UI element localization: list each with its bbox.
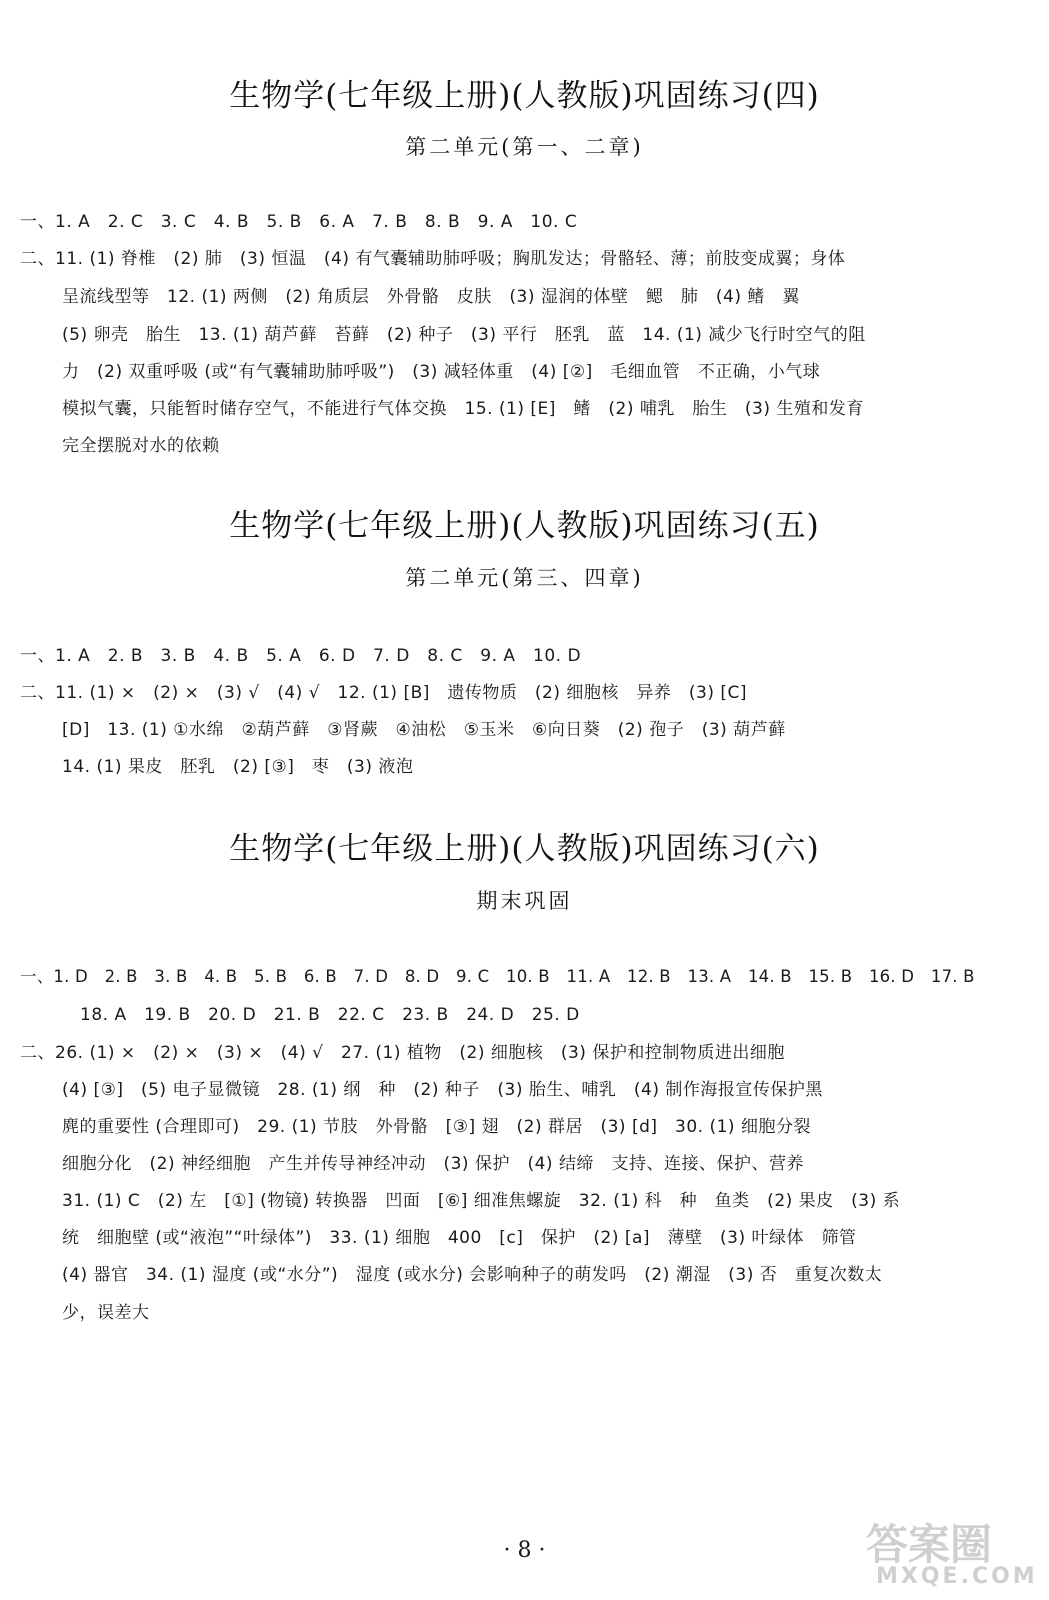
section-5-line-4: 14. (1) 果皮 胚乳 (2) [③] 枣 (3) 液泡 — [62, 757, 414, 777]
section-5-line-3: [D] 13. (1) ①水绵 ②葫芦藓 ③肾蕨 ④油松 ⑤玉米 ⑥向日葵 (2) 孢子 (3) 葫芦藓 — [62, 720, 786, 740]
section-4-title: 生物学(七年级上册)(人教版)巩固练习(四) — [229, 78, 820, 114]
section-4-line-4: (5) 卵壳 胎生 13. (1) 葫芦藓 苔藓 (2) 种子 (3) 平行 胚乳 蓝 14. (1) 减少飞行时空气的阻 — [62, 325, 866, 345]
section-4-subtitle: 第二单元(第一、二章) — [405, 135, 644, 159]
section-4-line-7: 完全摆脱对水的依赖 — [62, 436, 220, 456]
section-5-line-2: 二、11. (1) × (2) × (3) √ (4) √ 12. (1) [B] 遗传物质 (2) 细胞核 异养 (3) [C] — [20, 683, 747, 703]
section-6-line-6: 细胞分化 (2) 神经细胞 产生并传导神经冲动 (3) 保护 (4) 结缔 支持、连接、保护、营养 — [62, 1154, 804, 1174]
section-5-subtitle: 第二单元(第三、四章) — [405, 566, 644, 590]
section-4-line-2: 二、11. (1) 脊椎 (2) 肺 (3) 恒温 (4) 有气囊辅助肺呼吸；胸肌发达；骨骼轻、薄；前肢变成翼；身体 — [20, 249, 846, 269]
section-6-line-1: 一、1. D 2. B 3. B 4. B 5. B 6. B 7. D 8. D 9. C 10. B 11. A 12. B 13. A 14. B 15. B 16. D 17. B — [20, 967, 975, 986]
section-5-title: 生物学(七年级上册)(人教版)巩固练习(五) — [229, 508, 820, 544]
watermark-logo-text: 答案圈 — [866, 1520, 993, 1569]
section-4-line-1: 一、1. A 2. C 3. C 4. B 5. B 6. A 7. B 8. B 9. A 10. C — [20, 212, 578, 232]
section-6-line-2: 18. A 19. B 20. D 21. B 22. C 23. B 24. D 25. D — [80, 1005, 580, 1025]
section-4-line-5: 力 (2) 双重呼吸 (或“有气囊辅助肺呼吸”) (3) 减轻体重 (4) [②] 毛细血管 不正确，小气球 — [62, 362, 821, 382]
section-6-subtitle: 期末巩固 — [476, 889, 573, 913]
section-6-line-8: 统 细胞壁 (或“液泡”“叶绿体”) 33. (1) 细胞 400 [c] 保护 (2) [a] 薄壁 (3) 叶绿体 筛管 — [62, 1228, 857, 1248]
section-5-line-1: 一、1. A 2. B 3. B 4. B 5. A 6. D 7. D 8. C 9. A 10. D — [20, 646, 582, 666]
page-number: · 8 · — [503, 1538, 546, 1563]
section-6-line-10: 少，误差大 — [62, 1303, 150, 1323]
watermark-url-text: MXQE.COM — [876, 1564, 1038, 1589]
section-6-line-3: 二、26. (1) × (2) × (3) × (4) √ 27. (1) 植物 (2) 细胞核 (3) 保护和控制物质进出细胞 — [20, 1043, 785, 1063]
section-6-line-9: (4) 器官 34. (1) 湿度 (或“水分”) 湿度 (或水分) 会影响种子的萌发吗 (2) 潮湿 (3) 否 重复次数太 — [62, 1265, 883, 1285]
section-4-line-3: 呈流线型等 12. (1) 两侧 (2) 角质层 外骨骼 皮肤 (3) 湿润的体壁 鳃 肺 (4) 鳍 翼 — [62, 287, 800, 307]
section-6-line-5: 麂的重要性 (合理即可) 29. (1) 节肢 外骨骼 [③] 翅 (2) 群居 (3) [d] 30. (1) 细胞分裂 — [62, 1117, 811, 1137]
section-6-line-4: (4) [③] (5) 电子显微镜 28. (1) 纲 种 (2) 种子 (3) 胎生、哺乳 (4) 制作海报宣传保护黑 — [62, 1080, 823, 1100]
section-4-line-6: 模拟气囊，只能暂时储存空气，不能进行气体交换 15. (1) [E] 鳍 (2) 哺乳 胎生 (3) 生殖和发育 — [62, 399, 864, 419]
watermark-logo — [858, 1510, 1043, 1592]
section-6-line-7: 31. (1) C (2) 左 [①] (物镜) 转换器 凹面 [⑥] 细准焦螺旋 32. (1) 科 种 鱼类 (2) 果皮 (3) 系 — [62, 1191, 901, 1211]
section-6-title: 生物学(七年级上册)(人教版)巩固练习(六) — [229, 831, 820, 867]
